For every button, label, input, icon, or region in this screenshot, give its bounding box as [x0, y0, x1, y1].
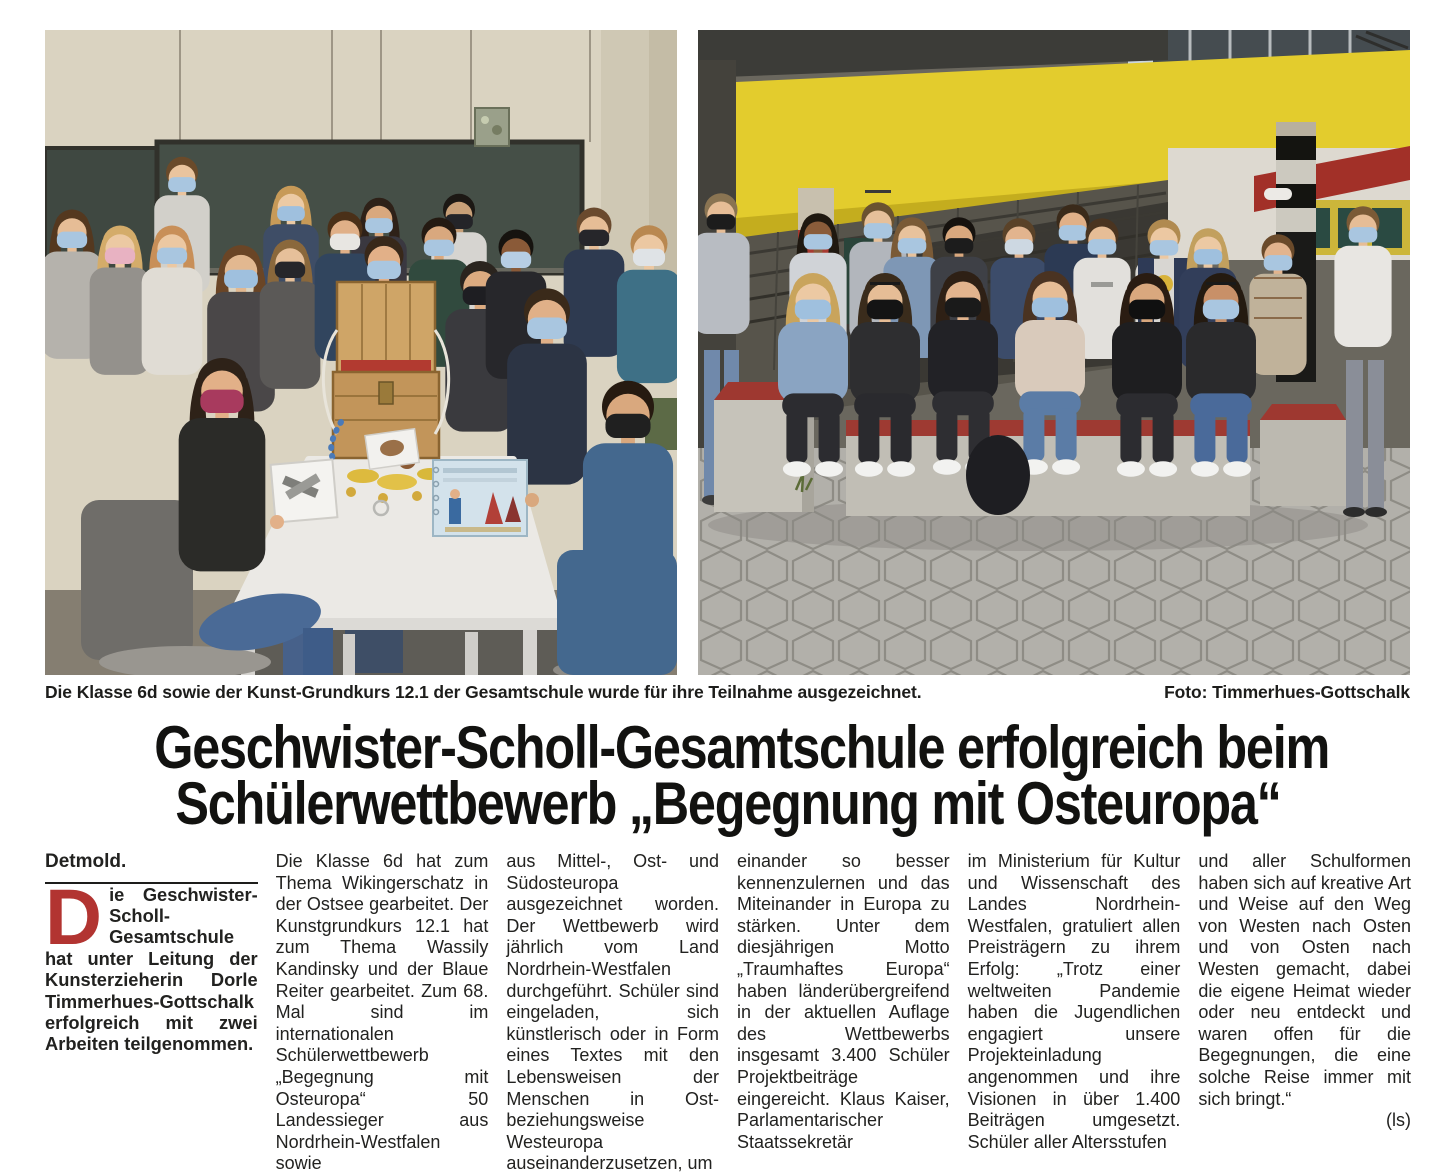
- column-1: [45, 851, 258, 1175]
- photo-group-illustration: [698, 30, 1410, 675]
- caption-row: [45, 682, 1410, 703]
- lead-text: ie Geschwister-Scholl-Gesamtschule hat unter Leitung der Kunsterzieherin Dorle Timmerhues-Gottschalk erfolgreich mit zwei Arbeiten teilgenommen.: [45, 883, 258, 1055]
- photo-classroom: [45, 30, 677, 675]
- column-6: [1198, 851, 1411, 1175]
- photo-classroom-illustration: [45, 30, 677, 675]
- body-paragraph: Die Klasse 6d hat zum Thema Wikingerschatz in der Ostsee gearbeitet. Der Kunstgrundkurs 12.1 hat zum Thema Wassily Kandinsky und der Blaue Reiter gearbeitet. Zum 68. Mal sind im internationalen Schülerwettbewerb „Begegnung mit Osteuropa“ 50 Landessieger aus Nordrhein-Westfalen sowie: [275, 851, 489, 1174]
- headline: [45, 714, 1411, 837]
- held-blue-book: [433, 460, 539, 536]
- headline-line-1: Geschwister-Scholl-Gesamtschule erfolgreich beim: [154, 714, 1329, 781]
- column-2: [276, 851, 489, 1175]
- wall-picture: [475, 108, 509, 146]
- body-paragraph: und aller Schulformen haben sich auf kreative Art und Weise auf den Weg von Westen nach Osten und von Osten nach Westen gemacht, dabei die eigene Heimat wieder oder neu entdeckt und waren offen für die Begegnungen, die eine solche Reise immer mit sich bringt.“: [1198, 851, 1411, 1109]
- drop-cap: D: [45, 871, 103, 961]
- author-signature: (ls): [1386, 1110, 1411, 1131]
- photo-caption: Die Klasse 6d sowie der Kunst-Grundkurs 12.1 der Gesamtschule wurde für ihre Teilnahme ausgezeichnet.: [45, 682, 922, 702]
- photo-group-outdoor: [698, 30, 1410, 675]
- column-5: [968, 851, 1181, 1175]
- photo-credit: Foto: Timmerhues-Gottschalk: [1164, 682, 1410, 702]
- lead-paragraph: [45, 871, 258, 1055]
- headline-line-2: Schülerwettbewerb „Begegnung mit Osteuropa“: [175, 770, 1281, 837]
- body-paragraph: einander so besser kennenzulernen und das Miteinander in Europa zu stärken. Unter dem diesjährigen Motto „Traumhaftes Europa“ haben länderübergreifend in der aktuellen Auflage des Wettbewerbs insgesamt 3.400 Schüler Projektbeiträge eingereicht. Klaus Kaiser, Parlamentarischer Staatssekretär: [737, 851, 950, 1152]
- backpack: [966, 435, 1030, 515]
- held-picture-card: [271, 459, 338, 522]
- column-4: [737, 851, 950, 1175]
- body-paragraph: aus Mittel-, Ost- und Südosteuropa ausgezeichnet worden. Der Wettbewerb wird jährlich vom Land Nordrhein-Westfalen durchgeführt. Schüler sind eingeladen, sich künstlerisch oder in Form eines Textes mit den Lebensweisen der Menschen in Ost- beziehungsweise Westeuropa auseinanderzusetzen, um: [506, 851, 719, 1174]
- article-body: [45, 851, 1411, 1175]
- column-3: [506, 851, 719, 1175]
- dateline: Detmold.: [45, 851, 127, 872]
- body-paragraph: im Ministerium für Kultur und Wissenschaft des Landes Nordrhein-Westfalen, gratuliert allen Preisträgern zu ihrem Erfolg: „Trotz einer weltweiten Pandemie haben die Jugendlichen engagiert unsere Projekteinladung angenommen und ihre Visionen in über 1.400 Beiträgen umgesetzt. Schüler aller Altersstufen: [967, 851, 1181, 1152]
